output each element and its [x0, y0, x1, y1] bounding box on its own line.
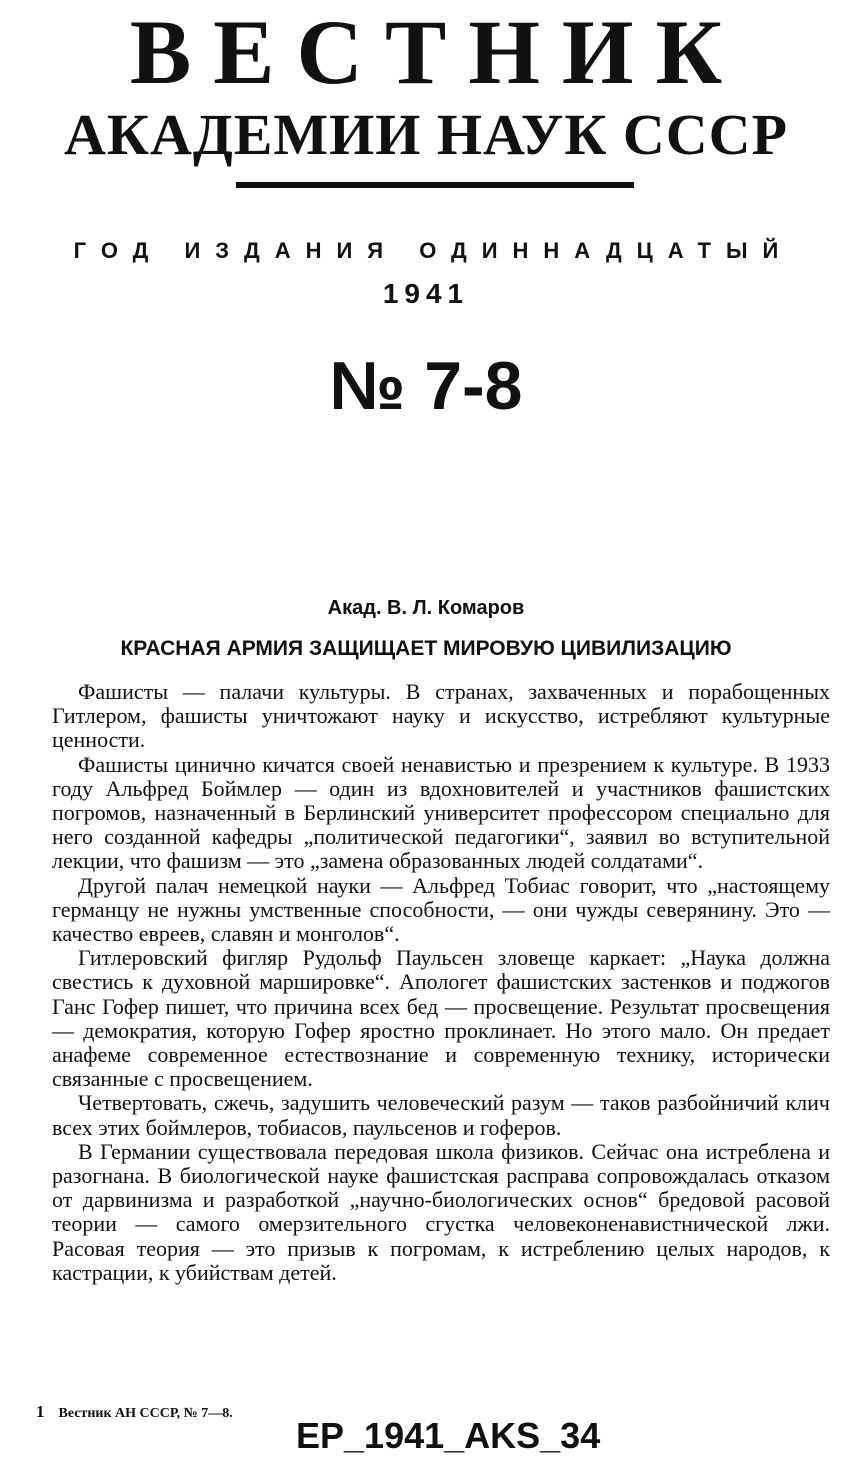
article-title: КРАСНАЯ АРМИЯ ЗАЩИЩАЕТ МИРОВУЮ ЦИВИЛИЗАЦИЮ: [120, 637, 732, 660]
article-author: Акад. В. Л. Комаров: [327, 597, 525, 619]
footnote-text: Вестник АН СССР, № 7—8.: [58, 1406, 233, 1421]
footnote-number: 1: [36, 1402, 45, 1421]
masthead-divider: [236, 182, 634, 188]
archive-code: EP_1941_AKS_34: [296, 1415, 601, 1456]
page-footnote: [36, 1402, 233, 1424]
journal-subtitle: АКАДЕМИИ НАУК СССР: [64, 102, 788, 167]
paragraph: Другой палач немецкой науки — Альфред Тобиас говорит, что „настоящему германцу не нужны умственные способности, — они чужды северянину. Это — качество евреев, славян и монголов“.: [52, 872, 830, 947]
publication-year: 1941: [382, 278, 470, 309]
paragraph: Гитлеровский фигляр Рудольф Паульсен зловеще каркает: „Наука должна свестись к духовной маршировке“. Апологет фашистских застенков и поджогов Ганс Гофер пишет, что причина всех бед — просвещение. Результат просвещения — демократия, которую Гофер яростно проклинает. Но этого мало. Он предает анафеме современное естествознание и современную технику, исторически связанные с просвещением.: [52, 945, 830, 1092]
journal-title: ВЕСТНИК: [129, 1, 745, 103]
paragraph: Фашисты цинично кичатся своей ненавистью и презрением к культуре. В 1933 году Альфред Боймлер — один из вдохновителей и участников фашистских погромов, назначенный в Берлинский университет профессором специально для него созданной кафедры „политической педагогики“, заявил во вступительной лекции, что фашизм — это „замена образованных людей солдатами“.: [52, 751, 830, 874]
article-body: [52, 680, 830, 1285]
publication-year-label: ГОД ИЗДАНИЯ ОДИННАДЦАТЫЙ: [73, 238, 794, 263]
issue-number: № 7-8: [329, 348, 523, 424]
paragraph: Фашисты — палачи культуры. В странах, захваченных и порабощенных Гитлером, фашисты уничтожают науку и искусство, истребляют культурные ценности.: [52, 679, 830, 753]
paragraph: Четвертовать, сжечь, задушить человеческий разум — таков разбойничий клич всех этих боймлеров, тобиасов, паульсенов и гоферов.: [52, 1090, 830, 1140]
paragraph: В Германии существовала передовая школа физиков. Сейчас она истреблена и разогнана. В биологической науке фашистская расправа сопровождалась отказом от дарвинизма и разработкой „научно-биологических основ“ бредовой расовой теории — самого омерзительного сгустка человеконенавистнической лжи. Расовая теория — это призыв к погромам, к истреблению целых народов, к кастрации, к убийствам детей.: [52, 1138, 830, 1285]
